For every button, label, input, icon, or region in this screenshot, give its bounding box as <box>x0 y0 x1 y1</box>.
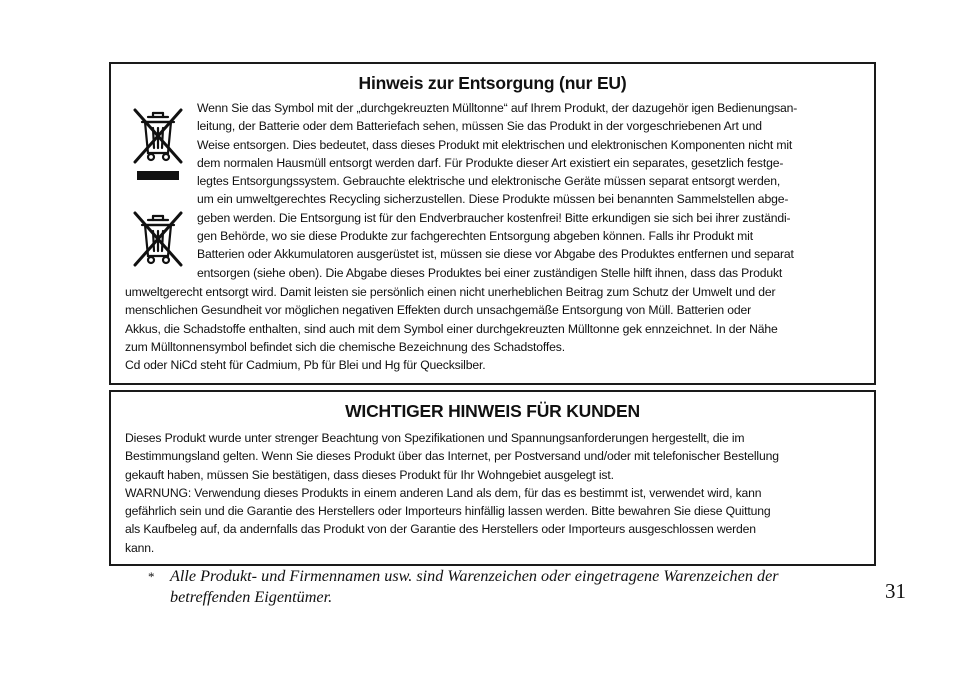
disposal-notice-box <box>109 62 876 385</box>
customer-notice-title: WICHTIGER HINWEIS FÜR KUNDEN <box>345 401 640 421</box>
text-line: Bestimmungsland gelten. Wenn Sie dieses Produkt über das Internet, per Postversand und/oder mit telefonischer Bestellung <box>125 449 779 464</box>
disposal-paragraph-full <box>125 283 778 374</box>
separate-collection-bar <box>137 171 179 180</box>
page-number: 31 <box>885 579 906 603</box>
text-line: menschlichen Gesundheit vor möglichen negativen Effekten durch unsachgemäße Entsorgung von Müll. Batterien oder <box>125 303 752 318</box>
text-line: um ein umweltgerechtes Recycling sicherzustellen. Diese Produkte müssen bei benannten Sammelstellen abge- <box>197 192 789 207</box>
text-line: geben werden. Die Entsorgung ist für den Endverbraucher kostenfrei! Bitte erkundigen sie sich bei ihrer zuständi- <box>197 210 791 225</box>
text-line: Dieses Produkt wurde unter strenger Beachtung von Spezifikationen und Spannungsanforderungen hergestellt, die im <box>125 431 745 445</box>
text-line: gen Behörde, wo sie diese Produkte zur fachgerechten Entsorgung abgeben können. Falls ihr Produkt mit <box>197 229 753 244</box>
text-line: dem normalen Hausmüll entsorgt werden darf. Für Produkte dieser Art existiert ein separates, gesetzlich festge- <box>197 155 784 170</box>
footnote-line: Alle Produkt- und Firmennamen usw. sind Warenzeichen oder eingetragene Warenzeichen der <box>170 567 779 585</box>
text-line: Wenn Sie das Symbol mit der „durchgekreuzten Mülltonne“ auf Ihrem Produkt, der dazugehör igen Bedienungsan- <box>197 101 798 115</box>
footnote-line: betreffenden Eigentümer. <box>170 588 333 606</box>
customer-notice-box <box>109 390 876 566</box>
text-line: legtes Entsorgungssystem. Gebrauchte elektrische und elektronische Geräte müssen separat entsorgt werden, <box>197 174 781 189</box>
crossed-out-wheelie-bin-icon <box>131 210 185 268</box>
text-line: gekauft haben, müssen Sie bestätigen, dass dieses Produkt für Ihr Wohngebiet ausgelegt ist. <box>125 467 614 482</box>
text-line: als Kaufbeleg auf, da andernfalls das Produkt von der Garantie des Herstellers oder Importeurs ausgeschlossen werden <box>125 522 756 537</box>
text-line: Weise entsorgen. Dies bedeutet, dass dieses Produkt mit elektrischen und elektronischen Komponenten nicht mit <box>197 137 793 152</box>
text-line: gefährlich sein und die Garantie des Herstellers oder Importeurs hinfällig lassen werden. Bitte bewahren Sie diese Quittung <box>125 504 771 519</box>
text-line: Akkus, die Schadstoffe enthalten, sind auch mit dem Symbol einer durchgekreuzten Mülltonne gek ennzeichnet. In der Nähe <box>125 321 778 336</box>
text-line: kann. <box>125 540 155 555</box>
text-line: umweltgerecht entsorgt wird. Damit leisten sie persönlich einen nicht unerheblichen Beitrag zum Schutz der Umwelt und der <box>125 285 776 299</box>
text-line: Batterien oder Akkumulatoren ausgerüstet ist, müssen sie diese vor Abgabe des Produktes entfernen und separat <box>197 247 794 262</box>
footnote-marker: * <box>148 569 155 584</box>
disposal-notice-title: Hinweis zur Entsorgung (nur EU) <box>358 73 627 93</box>
customer-notice-paragraph <box>125 429 779 557</box>
text-line: leitung, der Batterie oder dem Batteriefach sehen, müssen Sie das Produkt in der vorgeschriebenen Art und <box>197 119 762 134</box>
text-line: Cd oder NiCd steht für Cadmium, Pb für Blei und Hg für Quecksilber. <box>125 358 486 373</box>
disposal-paragraph-wrapped <box>197 99 797 282</box>
text-line: zum Mülltonnensymbol befindet sich die chemische Bezeichnung des Schadstoffes. <box>125 339 565 354</box>
crossed-out-wheelie-bin-icon <box>131 106 185 166</box>
text-line: entsorgen (siehe oben). Die Abgabe dieses Produktes bei einer zuständigen Stelle hilft ihnen, dass das Produkt <box>197 265 783 280</box>
text-line: WARNUNG: Verwendung dieses Produkts in einem anderen Land als dem, für das es bestimmt ist, verwendet wird, kann <box>125 485 762 500</box>
